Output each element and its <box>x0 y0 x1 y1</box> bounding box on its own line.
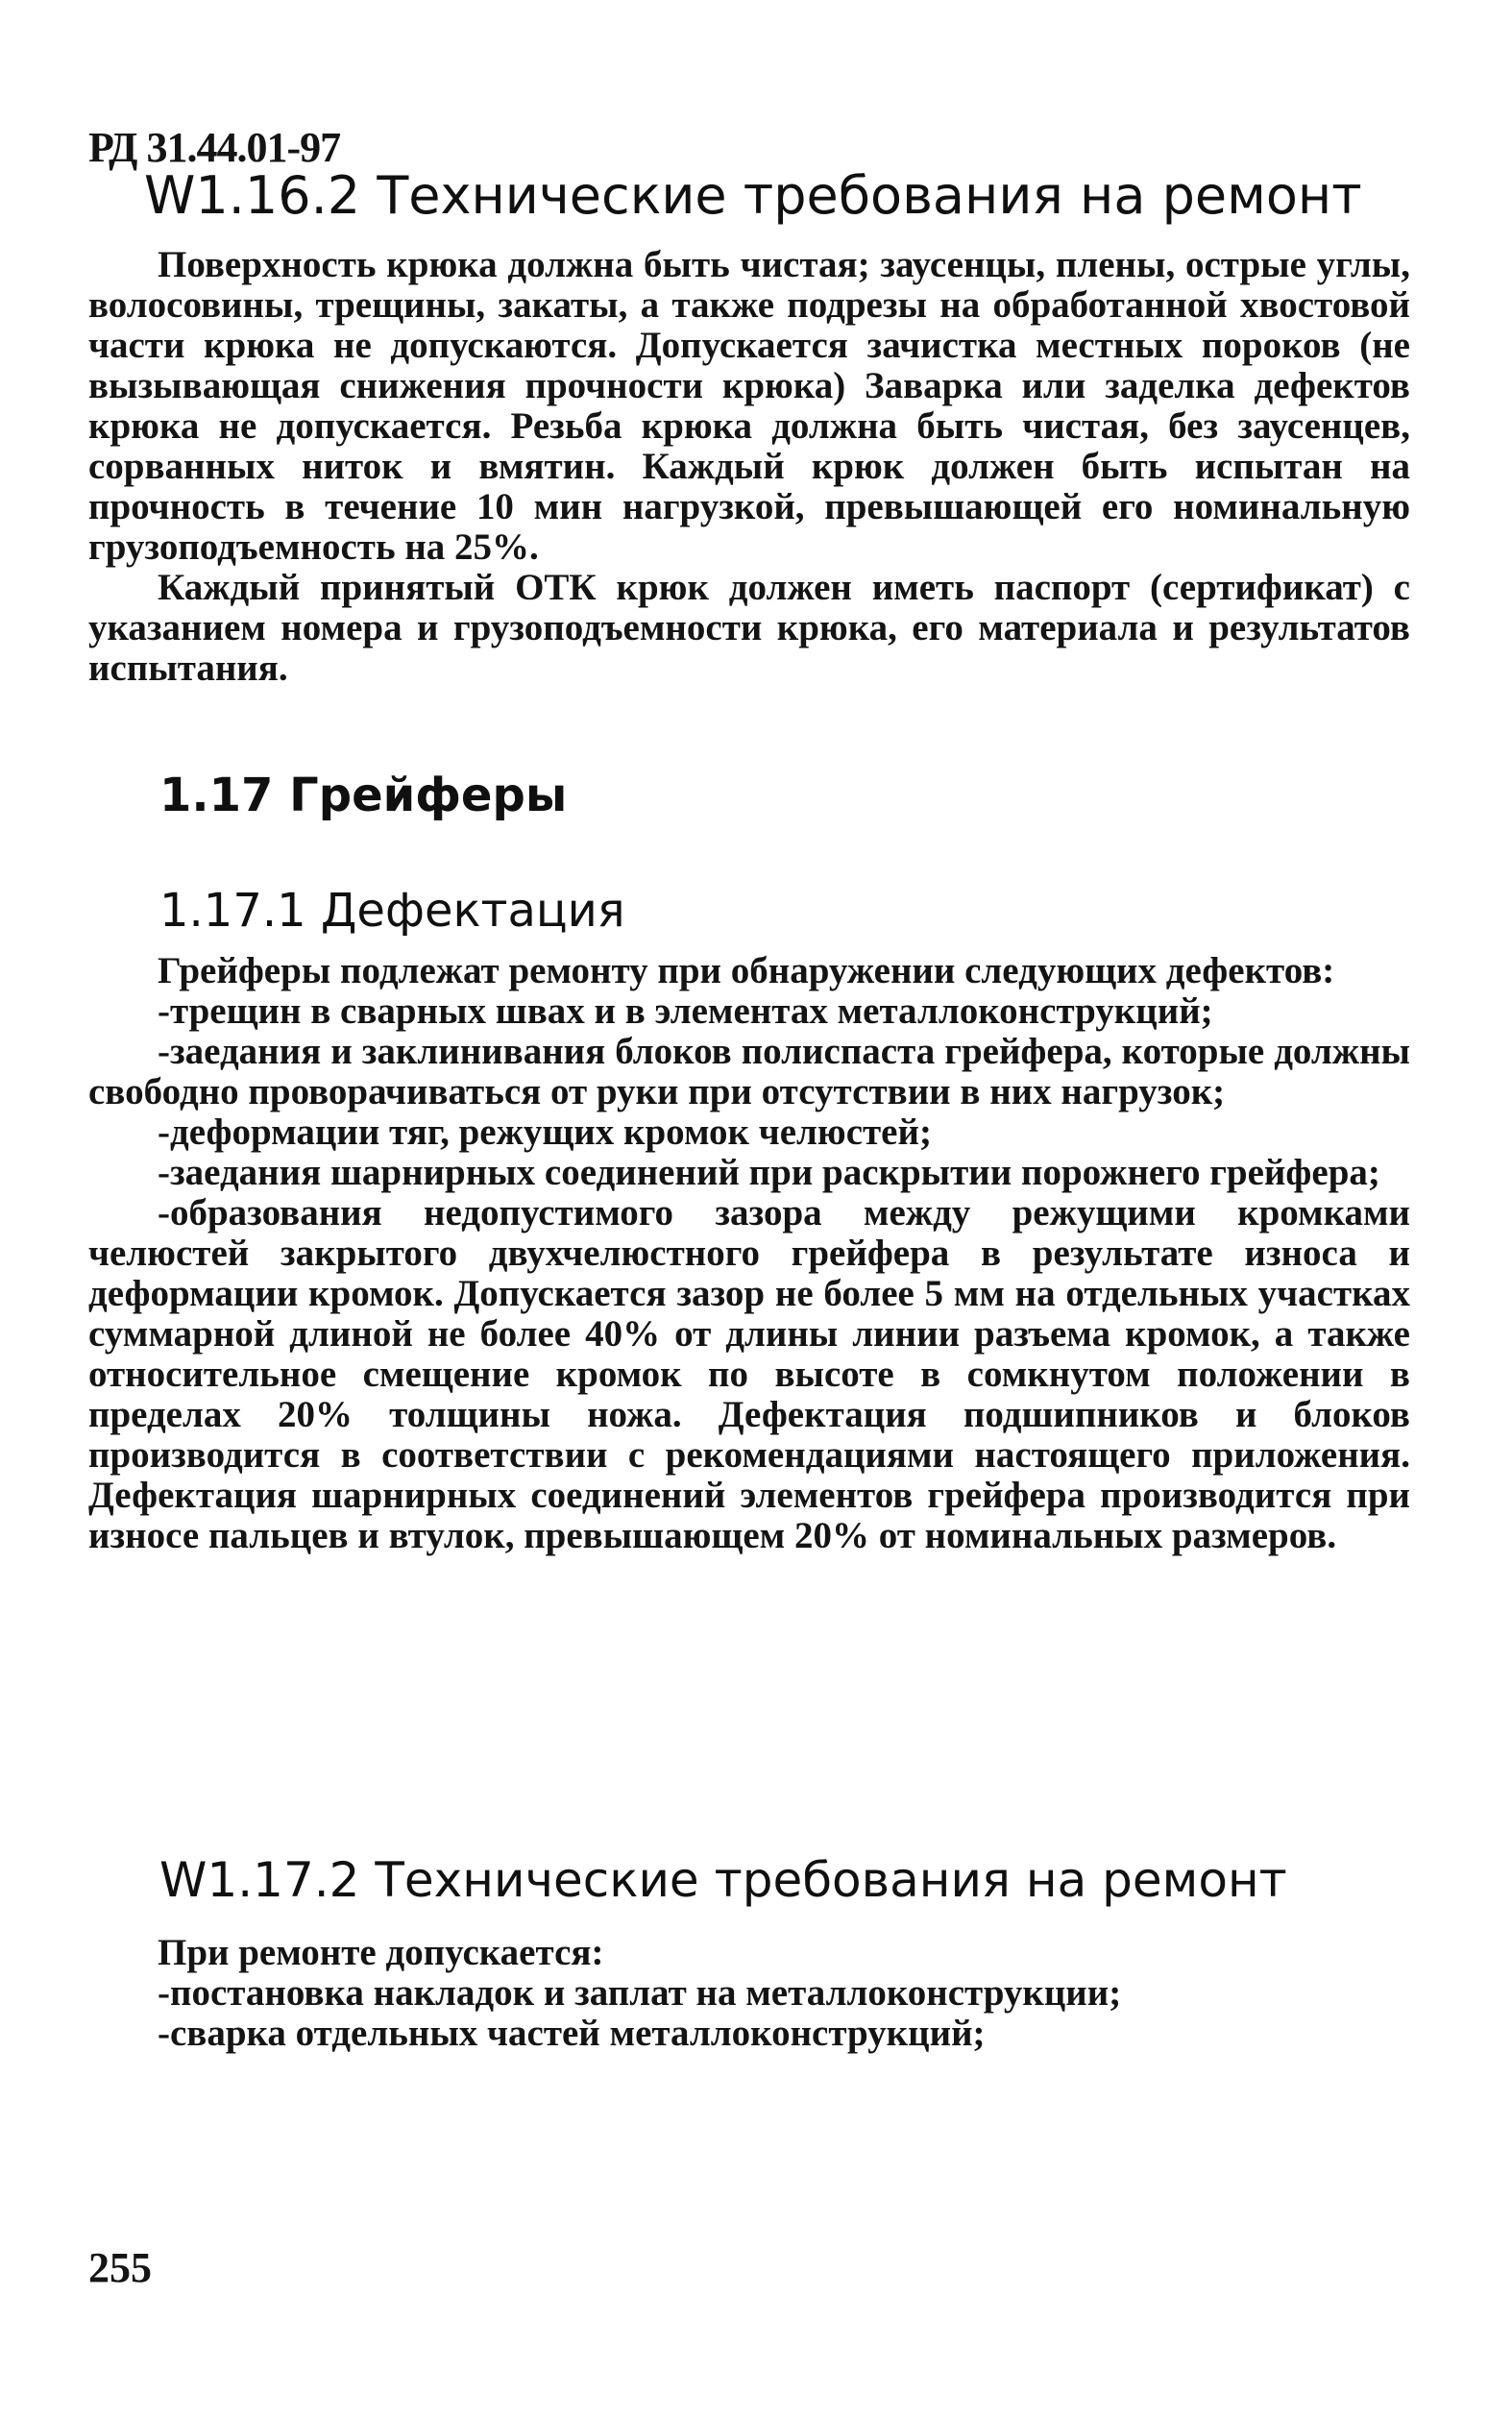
text-block-defect-detection <box>88 951 1410 1556</box>
list-item: -заедания шарнирных соединений при раскрытии порожнего грейфера; <box>158 1152 1380 1193</box>
section-heading-repair-requirements: W1.16.2 Технические требования на ремонт <box>144 165 1362 226</box>
list-item: -постановка накладок и заплат на металлоконструкции; <box>158 1972 1122 2014</box>
section-heading-grab-repair-requirements: W1.17.2 Технические требования на ремонт <box>159 1852 1287 1908</box>
paragraph: Поверхность крюка должна быть чистая; заусенцы, плены, острые углы, волосовины, трещины, закаты, а также подрезы на обработанной хвостовой части крюка не допускаются. Допускается зачистка местных пороков (не вызывающая снижения прочности крюка) Заварка или заделка дефектов крюка не допускается. Резьба крюка должна быть чистая, без заусенцев, сорванных ниток и вмятин. Каждый крюк должен быть испытан на прочность в течение 10 мин нагрузкой, превышающей его номинальную грузоподъемность на 25%. <box>88 244 1410 568</box>
list-item: -образования недопустимого зазора между режущими кромками челюстей закрытого двухчелюстного грейфера в результате износа и деформации кромок. Допускается зазор не более 5 мм на отдельных участках суммарной длиной не более 40% от длины линии разъема кромок, а также относительное смещение кромок по высоте в сомкнутом положении в пределах 20% толщины ножа. Дефектация подшипников и блоков производится в соответствии с рекомендациями настоящего приложения. Дефектация шарнирных соединений элементов грейфера производится при износе пальцев и втулок, превышающем 20% от номинальных размеров. <box>88 1192 1410 1556</box>
page-number: 255 <box>88 2244 152 2291</box>
section-heading-defect-detection: 1.17.1 Дефектация <box>159 884 625 938</box>
text-block-hook-requirements <box>88 245 1410 689</box>
document-code: РД 31.44.01-97 <box>88 124 341 171</box>
list-item: -трещин в сварных швах и в элементах металлоконструкций; <box>158 990 1213 1032</box>
list-item: -заедания и заклинивания блоков полиспаста грейфера, которые должны свободно проворачиваться от руки при отсутствии в них нагрузок; <box>88 1031 1410 1112</box>
section-heading-grabs: 1.17 Грейферы <box>159 769 568 822</box>
paragraph: При ремонте допускается: <box>158 1932 604 1973</box>
list-item: -деформации тяг, режущих кромок челюстей; <box>158 1112 932 1153</box>
text-block-grab-repair <box>88 1933 1410 2054</box>
paragraph: Каждый принятый ОТК крюк должен иметь паспорт (сертификат) с указанием номера и грузоподъемности крюка, его материала и результатов испытания. <box>88 567 1410 689</box>
list-item: -сварка отдельных частей металлоконструкций; <box>158 2013 986 2054</box>
paragraph: Грейферы подлежат ремонту при обнаружении следующих дефектов: <box>158 950 1335 991</box>
